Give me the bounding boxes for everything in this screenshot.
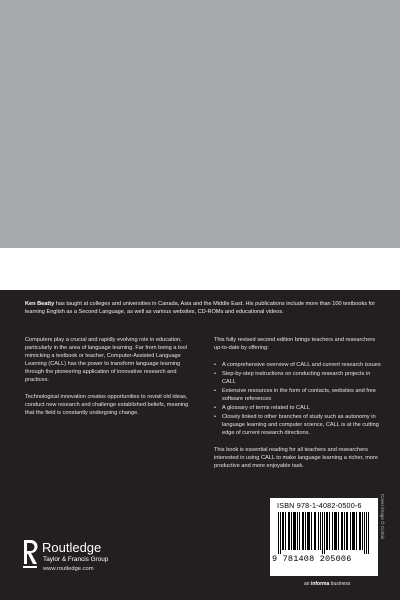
publisher-url: www.routledge.com bbox=[43, 566, 94, 572]
publisher-group: Taylor & Francis Group bbox=[43, 556, 109, 563]
informa-prefix: an bbox=[304, 581, 311, 587]
description-right-column bbox=[214, 336, 384, 479]
barcode-panel bbox=[270, 498, 378, 576]
list-item: • A comprehensive overview of CALL and current research issues bbox=[214, 361, 384, 369]
description-paragraph-2: Technological innovation creates opportunities to revisit old ideas, conduct new research and challenge established beliefs, meaning that the field is constantly undergoing change. bbox=[25, 394, 189, 416]
offering-intro: This fully revised second edition brings teachers and researchers up-to-date by offering: bbox=[214, 337, 376, 351]
routledge-r-icon bbox=[22, 540, 38, 570]
cover-credit bbox=[382, 490, 394, 550]
publisher-logo bbox=[22, 538, 162, 588]
closing-paragraph: This book is essential reading for all teachers and researchers interested in using CALL to make language learning a richer, more productive and more enjoyable task. bbox=[214, 447, 378, 469]
author-name: Ken Beatty bbox=[25, 301, 55, 307]
list-item: • Extensive resources in the form of contacts, websites and free software references bbox=[214, 387, 384, 403]
offering-list bbox=[214, 361, 384, 437]
cover-image-panel bbox=[0, 0, 400, 248]
publisher-name: Routledge bbox=[42, 540, 102, 555]
list-item: • Closely linked to other branches of study such as autonomy in language learning and computer science, CALL is at the cutting edge of current research directions. bbox=[214, 413, 384, 437]
informa-word: informa bbox=[310, 581, 330, 587]
informa-business-tag bbox=[304, 581, 350, 587]
informa-suffix: business bbox=[329, 581, 351, 587]
barcode-graphic bbox=[278, 512, 370, 554]
author-bio-text: has taught at colleges and universities in Canada, Asia and the Middle East. His publications include more than 100 textbooks for learning English as a Second Language, as well as various websites, CD-ROMs and educational videos. bbox=[25, 301, 376, 315]
isbn-label: ISBN 978-1-4082-0500-6 bbox=[277, 501, 362, 510]
author-bio bbox=[25, 300, 377, 316]
back-cover bbox=[0, 290, 400, 600]
list-item: • Step-by-step instructions on conducting research projects in CALL bbox=[214, 370, 384, 386]
description-left-column bbox=[25, 336, 190, 426]
list-item: • A glossary of terms related to CALL bbox=[214, 404, 384, 412]
divider-band bbox=[0, 248, 400, 290]
cover-credit-text: Cover image © Corbis bbox=[380, 493, 386, 540]
barcode-number: 9 781408 205006 bbox=[272, 554, 352, 564]
description-paragraph-1: Computers play a crucial and rapidly evolving role in education, particularly in the area of language learning. Far from being a tool mimicking a textbook or teacher, Computer-Assisted Language Learning (CALL) has the power to transform language learning through the pioneering application of innovative research and practices. bbox=[25, 337, 188, 383]
